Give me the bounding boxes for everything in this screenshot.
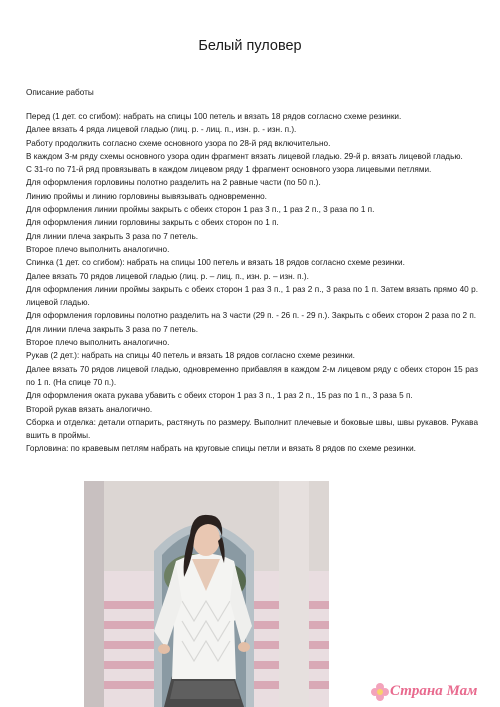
paragraph: Для оформления линии проймы закрыть с обеих сторон 1 раз 3 п., 1 раз 2 п., 3 раза по 1 п. xyxy=(26,205,375,215)
instructions-body xyxy=(26,110,478,456)
paragraph: Для оформления горловины полотно разделить на 2 равные части (по 50 п.). xyxy=(26,178,321,188)
paragraph: Работу продолжить согласно схеме основного узора по 28-й ряд включительно. xyxy=(26,138,331,148)
paragraph: Сборка и отделка: детали отпарить, растянуть по размеру. Выполнит плечевые и боковые швы, швы рукавов. Рукава вшить в проймы. xyxy=(26,417,478,441)
paragraph: Для оформления линии проймы закрыть с обеих сторон 1 раз 3 п., 1 раз 2 п., 3 раза по 1 п. Затем вязать прямо 40 р. лицевой гладью. xyxy=(26,284,478,308)
paragraph: Спинка (1 дет. со сгибом): набрать на спицы 100 петель и вязать 18 рядов согласно схеме резинки. xyxy=(26,258,405,268)
paragraph: Для оформления линии горловины закрыть с обеих сторон по 1 п. xyxy=(26,218,279,228)
paragraph: Горловина: по кравевым петлям набрать на круговые спицы петли и вязать 8 рядов по схеме резинки. xyxy=(26,444,416,454)
paragraph: Второе плечо выполнить аналогично. xyxy=(26,244,170,254)
paragraph: Для линии плеча закрыть 3 раза по 7 петель. xyxy=(26,231,199,241)
model-photo xyxy=(84,481,329,707)
paragraph: С 31-го по 71-й ряд провязывать в каждом лицевом ряду 1 фрагмент основного узора лицевыми петлями. xyxy=(26,165,432,175)
flower-icon xyxy=(370,682,390,702)
paragraph: Второе плечо выполнить аналогично. xyxy=(26,338,170,348)
paragraph: Далее вязать 70 рядов лицевой гладью, одновременно прибавляя в каждом 2-м лицевом ряду с обеих сторон 15 раз по 1 п. (На спице 70 п.). xyxy=(26,364,478,387)
site-watermark: Страна Мам xyxy=(390,683,478,699)
paragraph: Линию проймы и линию горловины вывязывать одновременно. xyxy=(26,191,267,201)
paragraph: Второй рукав вязать аналогично. xyxy=(26,404,153,414)
document-title: Белый пуловер xyxy=(198,38,302,54)
paragraph: В каждом 3-м ряду схемы основного узора один фрагмент вязать лицевой гладью. 29-й р. вязать лицевой гладью. xyxy=(26,151,463,161)
paragraph: Для оформления оката рукава убавить с обеих сторон 1 раз 3 п., 1 раз 2 п., 15 раз по 1 п., 3 раза 5 п. xyxy=(26,391,413,401)
paragraph: Далее вязать 4 ряда лицевой гладью (лиц. р. - лиц. п., изн. р. - изн. п.). xyxy=(26,125,297,135)
paragraph: Для линии плеча закрыть 3 раза по 7 петель. xyxy=(26,324,199,334)
document-subtitle: Описание работы xyxy=(26,88,94,97)
paragraph: Рукав (2 дет.): набрать на спицы 40 петель и вязать 18 рядов согласно схеме резинки. xyxy=(26,351,355,361)
paragraph: Далее вязать 70 рядов лицевой гладью (лиц. р. – лиц. п., изн. р. – изн. п.). xyxy=(26,271,309,281)
paragraph: Для оформления горловины полотно разделить на 3 части (29 п. - 26 п. - 29 п.). Закрыть с обеих сторон 2 раза по 2 п. xyxy=(26,311,477,321)
paragraph: Перед (1 дет. со сгибом): набрать на спицы 100 петель и вязать 18 рядов согласно схеме резинки. xyxy=(26,112,402,121)
